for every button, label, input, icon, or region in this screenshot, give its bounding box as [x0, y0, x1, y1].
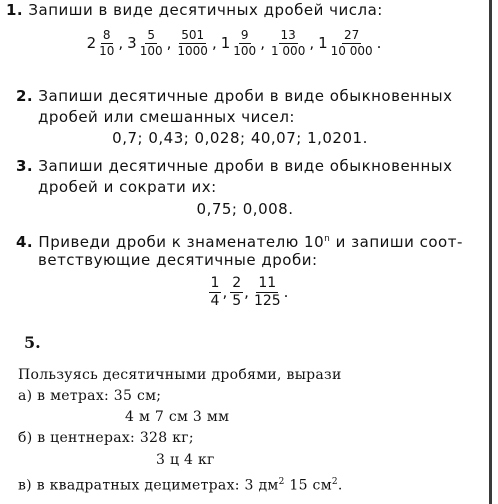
task-2-text-1: Запиши десятичные дроби в виде обыкновенных — [38, 87, 453, 105]
numerator: 11 — [258, 274, 277, 291]
fraction — [329, 29, 375, 58]
numerator: 8 — [102, 27, 111, 42]
numerator: 13 — [280, 27, 296, 42]
task-5-b-label: б) в центнерах: 328 кг; — [18, 430, 194, 446]
task-5-c-exponent-2: 2 — [331, 477, 338, 487]
numerator: 2 — [232, 274, 242, 291]
comma-separator: , — [260, 34, 265, 52]
task-2-line-1 — [16, 86, 453, 107]
task-2-line-2: дробей или смешанных чисел: — [38, 108, 295, 126]
comma-separator: , — [211, 34, 217, 52]
fraction — [230, 276, 243, 309]
task-5-a-label: а) в метрах: 35 см; — [18, 388, 162, 404]
task-2-values: 0,7; 0,43; 0,028; 40,07; 1,0201. — [112, 129, 368, 147]
task-5-number: 5. — [24, 333, 41, 352]
right-border-line — [489, 0, 492, 504]
denominator: 1 000 — [270, 43, 306, 58]
task-5-a-value: 4 м 7 см 3 мм — [125, 409, 230, 425]
mixed-number — [269, 29, 307, 58]
task-4-fractions — [0, 270, 498, 314]
mixed-number — [221, 29, 258, 58]
denominator: 4 — [210, 292, 220, 309]
mixed-number — [175, 29, 210, 58]
task-4-fraction-row — [0, 270, 498, 314]
task-1-heading — [6, 0, 383, 21]
task-5-c-end: . — [337, 477, 343, 494]
mixed-number — [318, 29, 375, 58]
denominator: 10 — [99, 43, 115, 58]
task-3-number: 3. — [16, 157, 34, 175]
fraction — [269, 29, 307, 58]
mixed-number — [87, 29, 117, 58]
numerator: 9 — [240, 27, 249, 42]
comma-separator: , — [244, 283, 249, 301]
comma-separator: , — [222, 283, 228, 301]
task-4-text-1b: и запиши соот- — [330, 233, 463, 251]
task-3-values: 0,75; 0,008. — [196, 200, 294, 218]
denominator: 10 000 — [330, 43, 373, 58]
fraction — [175, 29, 210, 58]
comma-separator: , — [309, 34, 315, 52]
comma-separator: , — [118, 34, 124, 52]
numerator: 27 — [344, 27, 360, 42]
fraction — [231, 29, 258, 58]
task-5-intro: Пользуясь десятичными дробями, вырази — [18, 367, 342, 383]
task-4-exponent: n — [324, 234, 331, 244]
task-5-c-text-a: в) в квадратных дециметрах: 3 дм — [18, 477, 279, 494]
task-3-line-1 — [16, 156, 453, 177]
task-1-fraction-row — [0, 20, 470, 66]
task-4-number: 4. — [16, 233, 34, 251]
denominator: 100 — [233, 43, 257, 58]
fraction — [138, 29, 165, 58]
task-1-number: 1. — [6, 1, 24, 19]
denominator: 5 — [232, 292, 242, 309]
task-4-text-1a: Приведи дроби к знаменателю 10 — [38, 233, 325, 251]
whole-part: 1 — [318, 34, 328, 52]
task-1-text: Запиши в виде десятичных дробей числа: — [28, 1, 383, 19]
numerator: 5 — [147, 27, 155, 42]
fraction — [252, 276, 283, 309]
end-period: . — [376, 34, 382, 52]
task-5-c-text-b: 15 см — [284, 477, 332, 494]
denominator: 1000 — [177, 43, 208, 58]
task-4-line-2: ветствующие десятичные дроби: — [38, 251, 318, 269]
whole-part: 3 — [127, 34, 137, 52]
denominator: 100 — [139, 43, 163, 58]
denominator: 125 — [253, 292, 281, 309]
fraction — [97, 29, 116, 58]
task-3-text-1: Запиши десятичные дроби в виде обыкновенных — [38, 157, 453, 175]
numerator: 1 — [210, 274, 220, 291]
task-2-number: 2. — [16, 87, 34, 105]
task-3-line-2: дробей и сократи их: — [38, 178, 217, 196]
task-5-c-label — [18, 472, 343, 497]
whole-part: 2 — [86, 34, 97, 52]
task-5-b-value: 3 ц 4 кг — [156, 452, 215, 468]
numerator: 501 — [181, 27, 205, 42]
mixed-number — [127, 29, 164, 58]
whole-part: 1 — [220, 34, 231, 52]
fraction — [209, 276, 222, 309]
end-period: . — [283, 283, 289, 301]
comma-separator: , — [166, 34, 172, 52]
task-1-fractions — [0, 20, 470, 66]
task-5-c-exponent-1: 2 — [278, 477, 285, 487]
